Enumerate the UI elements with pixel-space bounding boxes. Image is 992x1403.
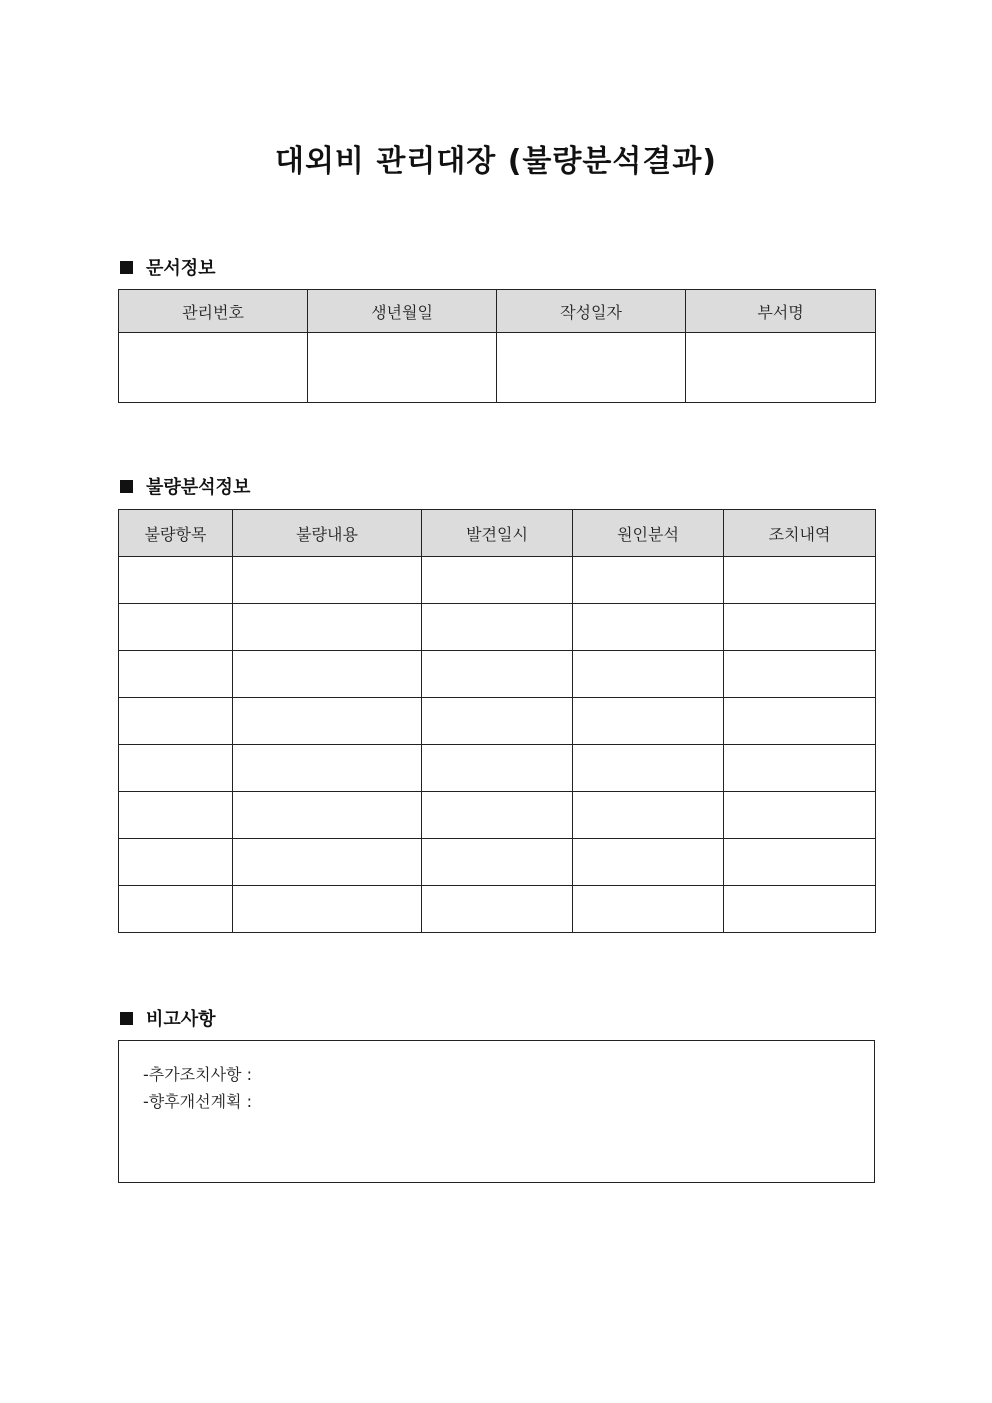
column-header-defect-content: 불량내용	[233, 510, 422, 557]
action-taken-cell[interactable]	[724, 839, 876, 886]
square-bullet-icon	[120, 261, 133, 274]
cause-analysis-cell[interactable]	[573, 651, 724, 698]
table-row	[119, 557, 876, 604]
page-title: 대외비 관리대장 (불량분석결과)	[274, 144, 718, 179]
defect-item-cell[interactable]	[119, 886, 233, 933]
discovery-datetime-cell[interactable]	[422, 792, 573, 839]
column-header-department: 부서명	[686, 290, 876, 333]
defect-content-cell[interactable]	[233, 745, 422, 792]
defect-info-heading	[120, 473, 250, 499]
action-taken-cell[interactable]	[724, 792, 876, 839]
action-taken-cell[interactable]	[724, 698, 876, 745]
defect-content-cell[interactable]	[233, 651, 422, 698]
column-header-written-date: 작성일자	[497, 290, 686, 333]
table-row	[119, 651, 876, 698]
defect-item-cell[interactable]	[119, 698, 233, 745]
action-taken-cell[interactable]	[724, 886, 876, 933]
cause-analysis-cell[interactable]	[573, 745, 724, 792]
birth-date-cell[interactable]	[308, 333, 497, 403]
defect-content-cell[interactable]	[233, 604, 422, 651]
action-taken-cell[interactable]	[724, 557, 876, 604]
defect-item-cell[interactable]	[119, 839, 233, 886]
action-taken-cell[interactable]	[724, 745, 876, 792]
table-header-row	[119, 290, 876, 333]
discovery-datetime-cell[interactable]	[422, 557, 573, 604]
cause-analysis-cell[interactable]	[573, 604, 724, 651]
written-date-cell[interactable]	[497, 333, 686, 403]
column-header-discovery-datetime: 발견일시	[422, 510, 573, 557]
column-header-birth-date: 생년월일	[308, 290, 497, 333]
remarks-heading-label: 비고사항	[146, 1009, 216, 1030]
column-header-defect-item: 불량항목	[119, 510, 233, 557]
discovery-datetime-cell[interactable]	[422, 651, 573, 698]
defect-analysis-table	[118, 509, 876, 933]
defect-item-cell[interactable]	[119, 792, 233, 839]
action-taken-cell[interactable]	[724, 651, 876, 698]
defect-content-cell[interactable]	[233, 557, 422, 604]
defect-item-cell[interactable]	[119, 604, 233, 651]
square-bullet-icon	[120, 480, 133, 493]
defect-content-cell[interactable]	[233, 886, 422, 933]
discovery-datetime-cell[interactable]	[422, 698, 573, 745]
remarks-box[interactable]	[118, 1040, 875, 1183]
defect-item-cell[interactable]	[119, 651, 233, 698]
cause-analysis-cell[interactable]	[573, 698, 724, 745]
cause-analysis-cell[interactable]	[573, 557, 724, 604]
cause-analysis-cell[interactable]	[573, 839, 724, 886]
defect-item-cell[interactable]	[119, 745, 233, 792]
table-row	[119, 792, 876, 839]
additional-action-line: -추가조치사항 :	[143, 1065, 252, 1084]
improvement-plan-line: -향후개선계획 :	[143, 1092, 252, 1111]
table-row	[119, 698, 876, 745]
table-row	[119, 333, 876, 403]
table-row	[119, 604, 876, 651]
table-header-row	[119, 510, 876, 557]
table-row	[119, 839, 876, 886]
column-header-management-number: 관리번호	[119, 290, 308, 333]
department-cell[interactable]	[686, 333, 876, 403]
discovery-datetime-cell[interactable]	[422, 745, 573, 792]
square-bullet-icon	[120, 1012, 133, 1025]
defect-content-cell[interactable]	[233, 839, 422, 886]
defect-item-cell[interactable]	[119, 557, 233, 604]
document-info-heading-label: 문서정보	[146, 258, 216, 279]
defect-content-cell[interactable]	[233, 792, 422, 839]
column-header-cause-analysis: 원인분석	[573, 510, 724, 557]
table-row	[119, 745, 876, 792]
cause-analysis-cell[interactable]	[573, 792, 724, 839]
document-info-table	[118, 289, 876, 403]
column-header-action-taken: 조치내역	[724, 510, 876, 557]
document-info-heading	[120, 254, 216, 280]
defect-content-cell[interactable]	[233, 698, 422, 745]
action-taken-cell[interactable]	[724, 604, 876, 651]
defect-info-heading-label: 불량분석정보	[146, 477, 251, 498]
discovery-datetime-cell[interactable]	[422, 604, 573, 651]
discovery-datetime-cell[interactable]	[422, 886, 573, 933]
management-number-cell[interactable]	[119, 333, 308, 403]
cause-analysis-cell[interactable]	[573, 886, 724, 933]
table-row	[119, 886, 876, 933]
remarks-heading	[120, 1005, 216, 1031]
discovery-datetime-cell[interactable]	[422, 839, 573, 886]
